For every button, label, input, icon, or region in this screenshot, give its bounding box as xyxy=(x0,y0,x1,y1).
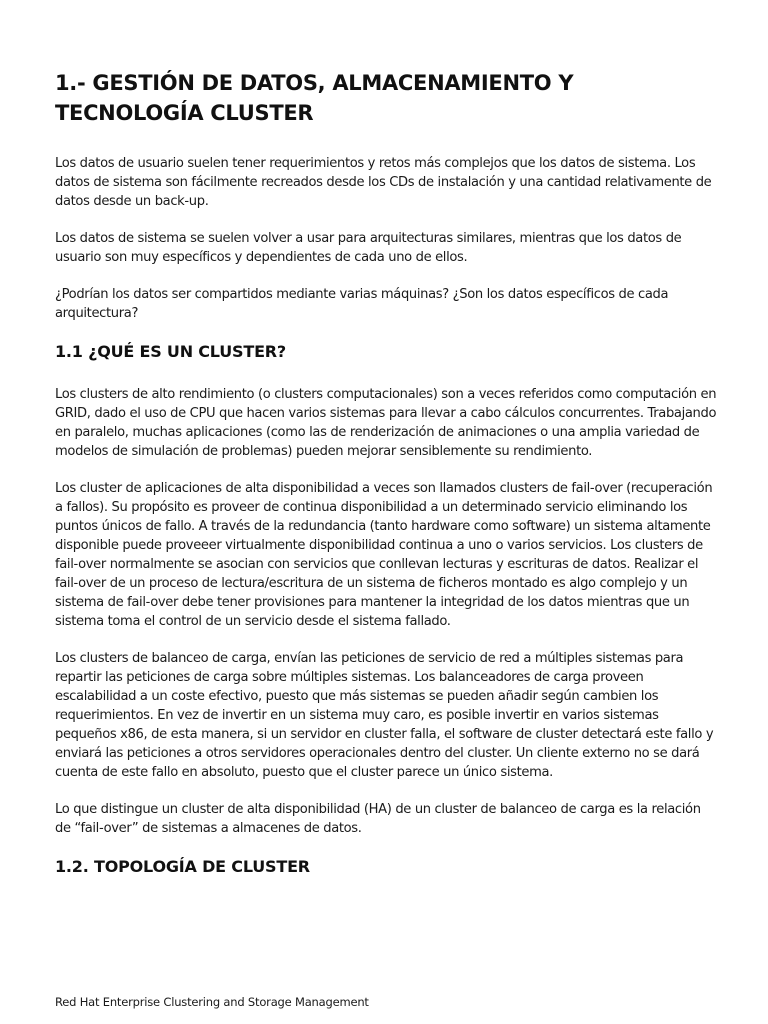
section-heading-1-2: 1.2. TOPOLOGÍA DE CLUSTER xyxy=(55,857,310,876)
section-heading-1-1: 1.1 ¿QUÉ ES UN CLUSTER? xyxy=(55,342,286,361)
intro-paragraph-3: ¿Podrían los datos ser compartidos mediante varias máquinas? ¿Son los datos específicos de cada arquitectura? xyxy=(55,287,669,321)
section-1-1-paragraph-4: Lo que distingue un cluster de alta disponibilidad (HA) de un cluster de balanceo de carga es la relación de “fail-over” de sistemas a almacenes de datos. xyxy=(55,802,701,836)
section-1-1-paragraph-2: Los cluster de aplicaciones de alta disponibilidad a veces son llamados clusters de fail-over (recuperación a fallos). Su propósito es proveer de continua disponibilidad a un determinado servicio eliminando los puntos únicos de fallo. A través de la redundancia (tanto hardware como software) un sistema altamente disponible puede proveeer virtualmente disponibilidad continua a uno o varios servicios. Los clusters de fail-over normalmente se asocian con servicios que conllevan lecturas y escrituras de datos. Realizar el fail-over de un proceso de lectura/escritura de un sistema de ficheros montado es algo complejo y un sistema de fail-over debe tener provisiones para mantener la integridad de los datos mientras que un sistema toma el control de un servicio desde el sistema fallado. xyxy=(55,481,713,629)
section-1-1-paragraph-3: Los clusters de balanceo de carga, envían las peticiones de servicio de red a múltiples sistemas para repartir las peticiones de carga sobre múltiples sistemas. Los balanceadores de carga proveen escalabilidad a un coste efectivo, puesto que más sistemas se pueden añadir según cambien los requerimientos. En vez de invertir en un sistema muy caro, es posible invertir en varios sistemas pequeños x86, de esta manera, si un servidor en cluster falla, el software de cluster detectará este fallo y enviará las peticiones a otros servidores operacionales dentro del cluster. Un cliente externo no se dará cuenta de este fallo en absoluto, puesto que el cluster parece un único sistema. xyxy=(55,651,714,780)
intro-paragraph-1: Los datos de usuario suelen tener requerimientos y retos más complejos que los datos de sistema. Los datos de sistema son fácilmente recreados desde los CDs de instalación y una cantidad relativamente de datos desde un back-up. xyxy=(55,156,712,209)
document-page xyxy=(55,68,720,898)
page-footer: Red Hat Enterprise Clustering and Storage Management xyxy=(55,995,369,1009)
section-1-1-paragraph-1: Los clusters de alto rendimiento (o clusters computacionales) son a veces referidos como computación en GRID, dado el uso de CPU que hacen varios sistemas para llevar a cabo cálculos concurrentes. Trabajando en paralelo, muchas aplicaciones (como las de renderización de animaciones o una amplia variedad de modelos de simulación de problemas) pueden mejorar sensiblemente su rendimiento. xyxy=(55,387,717,459)
intro-paragraph-2: Los datos de sistema se suelen volver a usar para arquitecturas similares, mientras que los datos de usuario son muy específicos y dependientes de cada uno de ellos. xyxy=(55,231,682,265)
document-title: 1.- GESTIÓN DE DATOS, ALMACENAMIENTO Y TECNOLOGÍA CLUSTER xyxy=(55,71,574,125)
